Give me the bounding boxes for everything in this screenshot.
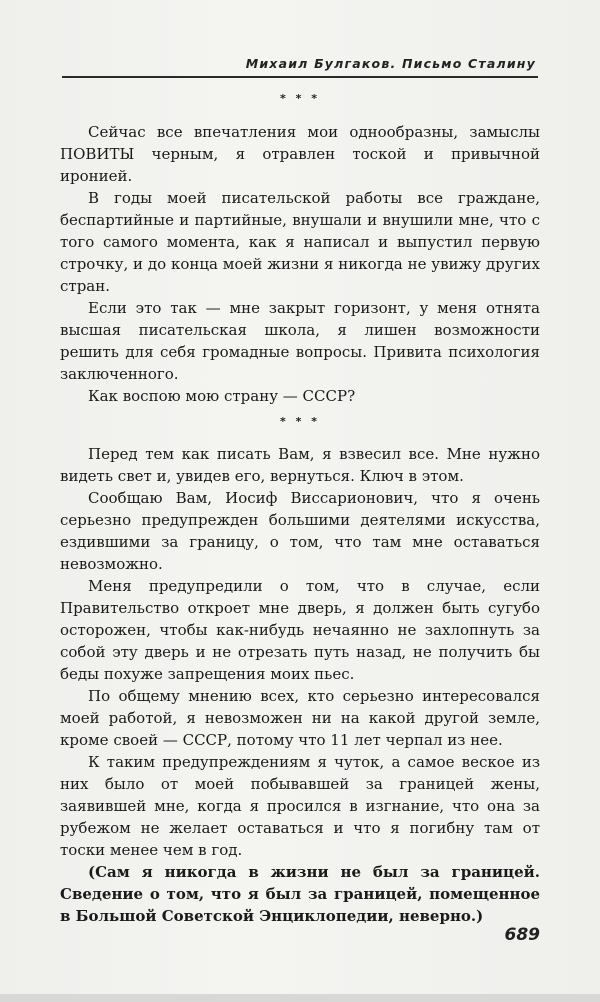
paragraph: (Сам я никогда в жизни не был за границей. Сведение о том, что я был за границей, помещенное в Большой Советской Энциклопедии, неверно.) xyxy=(60,863,540,925)
paragraph: К таким предупреждениям я чуток, а самое веское из них было от моей побывавшей за границей жены, заявившей мне, когда я просился в изгнание, что она за рубежом не желает оставаться и что я погибну там от тоски менее чем в год. xyxy=(60,753,540,859)
paragraph: Перед тем как писать Вам, я взвесил все. Мне нужно видеть свет и, увидев его, вернуться. Ключ в этом. xyxy=(60,445,540,485)
section-2-text xyxy=(60,443,540,927)
page-edge-shadow xyxy=(0,994,600,1002)
paragraph: В годы моей писательской работы все граждане, беспартийные и партийные, внушали и внушили мне, что с того самого момента, как я написал и выпустил первую строчку, и до конца моей жизни я никогда не увижу других стран. xyxy=(60,189,540,295)
paragraph: Как воспою мою страну — СССР? xyxy=(88,387,356,405)
paragraph: Меня предупредили о том, что в случае, если Правительство откроет мне дверь, я должен быть сугубо осторожен, чтобы как-нибудь нечаянно не захлопнуть за собой эту дверь и не отрезать путь назад, не получить бы беды похуже запрещения моих пьес. xyxy=(60,577,540,683)
section-separator: * * * xyxy=(280,92,320,105)
section-1-text xyxy=(60,121,540,407)
paragraph: Сообщаю Вам, Иосиф Виссарионович, что я очень серьезно предупрежден большими деятелями искусства, ездившими за границу, о том, что там мне оставаться невозможно. xyxy=(60,489,540,573)
paragraph: По общему мнению всех, кто серьезно интересовался моей работой, я невозможен ни на какой другой земле, кроме своей — СССР, потому что 11 лет черпал из нее. xyxy=(60,687,540,749)
section-separator: * * * xyxy=(280,415,320,428)
paragraph: Если это так — мне закрыт горизонт, у меня отнята высшая писательская школа, я лишен возможности решить для себя громадные вопросы. Привита психология заключенного. xyxy=(60,299,540,383)
page-number: 689 xyxy=(504,925,540,945)
paragraph: Сейчас все впечатления мои однообразны, замыслы ПОВИТЫ черным, я отравлен тоской и привычной иронией. xyxy=(60,123,540,185)
running-header xyxy=(62,54,538,78)
running-title: Михаил Булгаков. Письмо Сталину xyxy=(245,56,536,71)
